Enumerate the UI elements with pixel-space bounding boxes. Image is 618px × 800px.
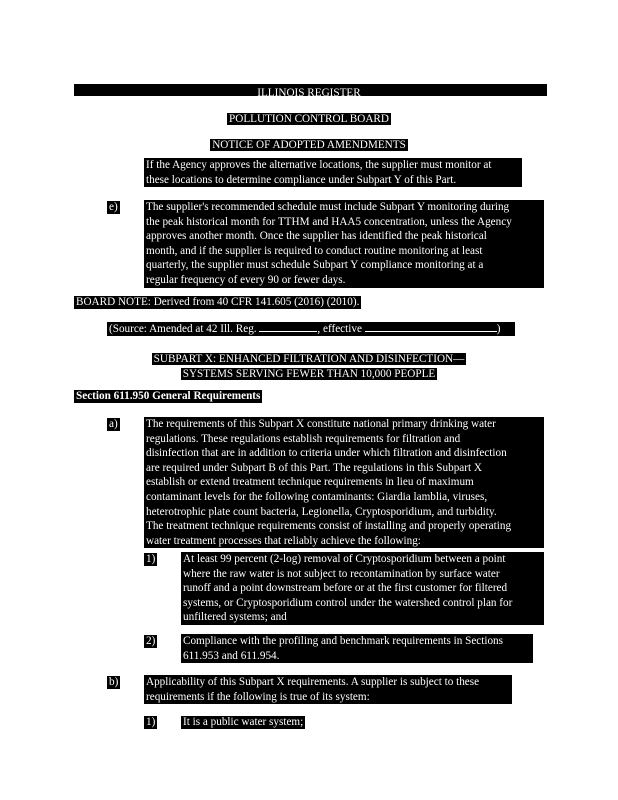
item-b-marker: b) — [109, 676, 119, 688]
source-blank-2 — [365, 322, 497, 332]
continuation-paragraph: If the Agency approves the alternative locations, the supplier must monitor at these locations to determine compliance under Subpart Y of this Part. — [144, 158, 522, 187]
notice-title: NOTICE OF ADOPTED AMENDMENTS — [212, 139, 406, 151]
register-title: ILLINOIS REGISTER — [257, 87, 361, 99]
item-a-marker: a) — [109, 418, 118, 430]
item-b1-text: It is a public water system; — [183, 716, 304, 728]
board-note: BOARD NOTE: Derived from 40 CFR 141.605 (2016) (2010). — [76, 296, 360, 308]
source-line: (Source: Amended at 42 Ill. Reg. , effective ) — [107, 322, 515, 336]
item-b-paragraph: Applicability of this Subpart X requirements. A supplier is subject to these requirements if the following is true of its system: — [144, 675, 512, 704]
subpart-heading-line1: SUBPART X: ENHANCED FILTRATION AND DISINFECTION— — [153, 353, 465, 365]
item-b1-marker: 1) — [146, 716, 156, 728]
item-a2-marker: 2) — [146, 635, 156, 647]
item-a-paragraph: The requirements of this Subpart X constitute national primary drinking water regulations. These regulations establish requirements for filtration and disinfection that are in addition to criteria under which filtration and disinfection are required under Subpart B of this Part. The regulations in this Subpart X establish or extend treatment technique requirements in lieu of maximum contaminant levels for the following contaminants: Giardia lamblia, viruses, heterotrophic plate count bacteria, Legionella, Cryptosporidium, and turbidity. The treatment technique requirements consist of installing and properly operating water treatment processes that reliably achieve the following: — [144, 417, 544, 548]
item-a1-marker: 1) — [146, 553, 156, 565]
subpart-heading-line2: SYSTEMS SERVING FEWER THAN 10,000 PEOPLE — [182, 368, 436, 380]
item-e-marker: e) — [109, 201, 118, 213]
source-blank-1 — [259, 322, 317, 332]
item-a2-paragraph: Compliance with the profiling and benchmark requirements in Sections 611.953 and 611.954. — [181, 634, 533, 663]
board-title: POLLUTION CONTROL BOARD — [229, 113, 389, 125]
item-a1-paragraph: At least 99 percent (2-log) removal of Cryptosporidium between a point where the raw water is not subject to recontamination by surface water runoff and a point downstream before or at the first customer for filtered systems, or Cryptosporidium control under the watershed control plan for unfiltered systems; and — [181, 552, 544, 625]
section-heading: Section 611.950 General Requirements — [76, 390, 261, 402]
item-e-paragraph: The supplier's recommended schedule must include Subpart Y monitoring during the peak historical month for TTHM and HAA5 concentration, unless the Agency approves another month. Once the supplier has identified the peak historical month, and if the supplier is required to conduct routine monitoring at least quarterly, the supplier must schedule Subpart Y compliance monitoring at a regular frequency of every 90 or fewer days. — [144, 200, 544, 288]
